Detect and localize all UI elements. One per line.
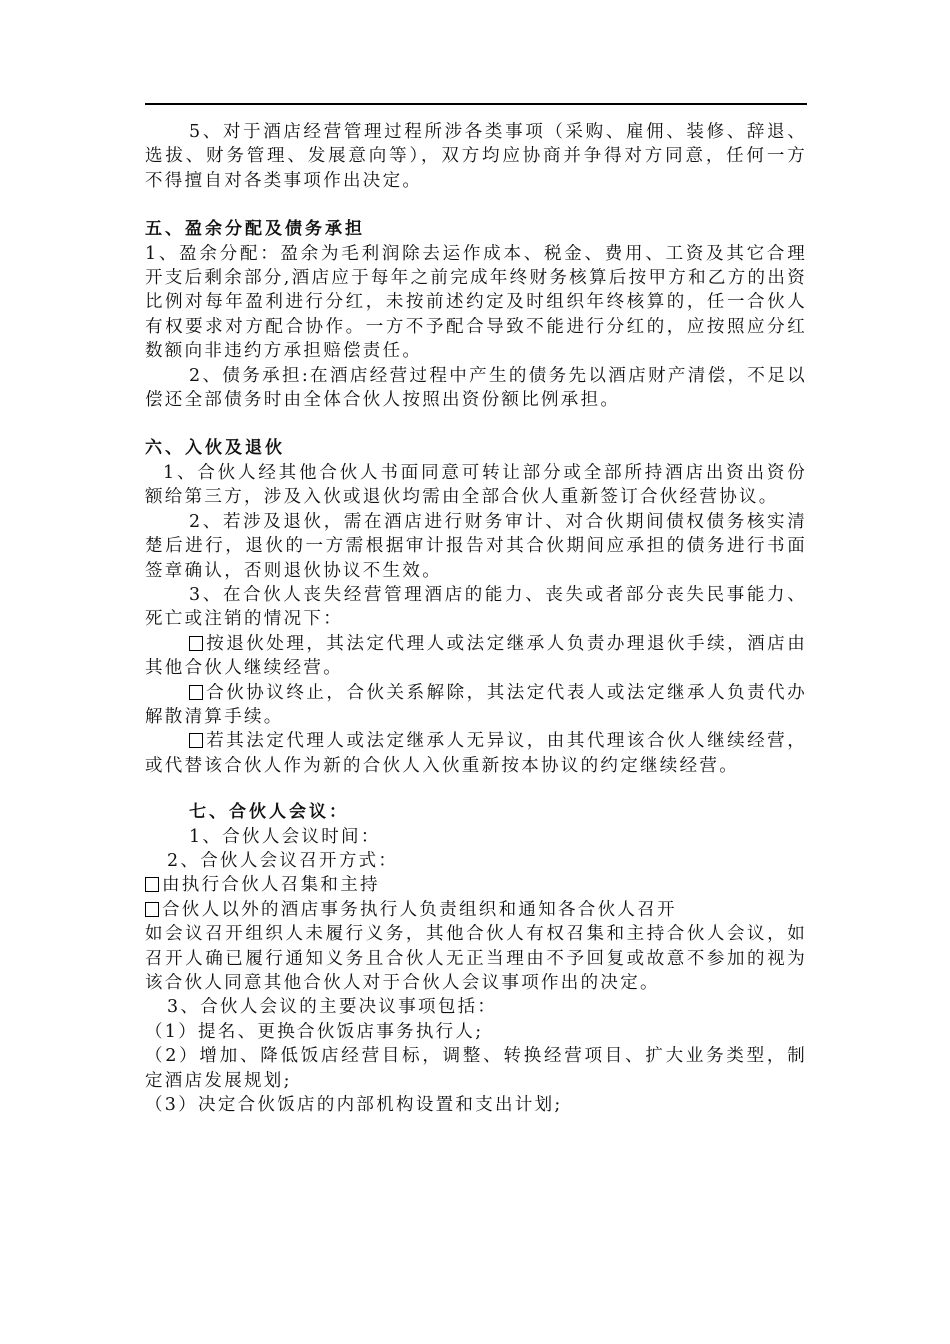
- checkbox[interactable]: [189, 733, 203, 748]
- sec7-option-2: [145, 898, 807, 922]
- checkbox[interactable]: [145, 877, 159, 892]
- sec7-clause-2-note: 如会议召开组织人未履行义务，其他合伙人有权召集和主持合伙人会议，如召开人确已履行通知义务且合伙人无正当理由不予回复或故意不参加的视为该合伙人同意其他合伙人对于合伙人会议事项作出的决定。: [145, 924, 807, 993]
- sec6-option-3: [145, 729, 807, 778]
- sec6-option-3-text: 若其法定代理人或法定继承人无异议，由其代理该合伙人继续经营，或代替该合伙人作为新的合伙人入伙重新按本协议的约定继续经营。: [145, 731, 807, 776]
- sec5-clause-2: 2、债务承担:在酒店经营过程中产生的债务先以酒店财产清偿，不足以偿还全部债务时由全体合伙人按照出资份额比例承担。: [145, 365, 807, 411]
- sec5-heading: 五、盈余分配及债务承担: [145, 219, 365, 240]
- sec7-item-2: （2）增加、降低饭店经营目标，调整、转换经营项目、扩大业务类型，制定酒店发展规划;: [145, 1046, 807, 1091]
- sec7-option-2-text: 合伙人以外的酒店事务执行人负责组织和通知各合伙人召开: [162, 899, 677, 920]
- sec7-item-1: （1）提名、更换合伙饭店事务执行人;: [145, 1021, 484, 1042]
- sec4-clause-5: 5、对于酒店经营管理过程所涉各类事项（采购、雇佣、装修、辞退、选拔、财务管理、发展意向等），双方均应协商并争得对方同意，任何一方不得擅自对各类事项作出决定。: [145, 122, 807, 191]
- sec7-clause-2: 2、合伙人会议召开方式：: [167, 850, 399, 871]
- spacer: [145, 193, 807, 217]
- checkbox[interactable]: [189, 685, 203, 700]
- sec6-clause-3: 3、在合伙人丧失经营管理酒店的能力、丧失或者部分丧失民事能力、死亡或注销的情况下：: [145, 584, 807, 630]
- sec6-clause-2: 2、若涉及退伙，需在酒店进行财务审计、对合伙期间债权债务核实清楚后进行，退伙的一方需根据审计报告对其合伙期间应承担的债务进行书面签章确认，否则退伙协议不生效。: [145, 511, 807, 581]
- sec7-option-1: [145, 873, 807, 897]
- sec6-clause-1: 1、合伙人经其他合伙人书面同意可转让部分或全部所持酒店出资出资份额给第三方，涉及入伙或退伙均需由全部合伙人重新签订合伙经营协议。: [145, 462, 807, 508]
- spacer: [145, 412, 807, 436]
- sec7-clause-3: 3、合伙人会议的主要决议事项包括：: [167, 997, 498, 1018]
- sec5-clause-1: 1、盈余分配：盈余为毛利润除去运作成本、税金、费用、工资及其它合理开支后剩余部分,酒店应于每年之前完成年终财务核算后按甲方和乙方的出资比例对每年盈利进行分红，未按前述约定及时组织年终核算的，任一合伙人有权要求对方配合协作。一方不予配合导致不能进行分红的，应按照应分红数额向非违约方承担赔偿责任。: [145, 243, 807, 362]
- header-rule: [145, 103, 807, 105]
- checkbox[interactable]: [145, 902, 159, 917]
- sec6-option-2-text: 合伙协议终止，合伙关系解除，其法定代表人或法定继承人负责代办解散清算手续。: [145, 682, 807, 727]
- sec6-option-1-text: 按退伙处理，其法定代理人或法定继承人负责办理退伙手续，酒店由其他合伙人继续经营。: [145, 633, 807, 679]
- sec6-option-1: [145, 632, 807, 681]
- checkbox[interactable]: [189, 636, 203, 651]
- sec7-clause-1: 1、合伙人会议时间：: [189, 826, 381, 847]
- document-body: [145, 120, 807, 1117]
- sec7-option-1-text: 由执行合伙人召集和主持: [162, 875, 380, 896]
- sec7-heading: 七、合伙人会议：: [189, 802, 349, 823]
- sec6-option-2: [145, 681, 807, 730]
- spacer: [145, 778, 807, 800]
- sec6-heading: 六、入伙及退伙: [145, 438, 285, 459]
- sec7-item-3: （3）决定合伙饭店的内部机构设置和支出计划;: [145, 1095, 563, 1116]
